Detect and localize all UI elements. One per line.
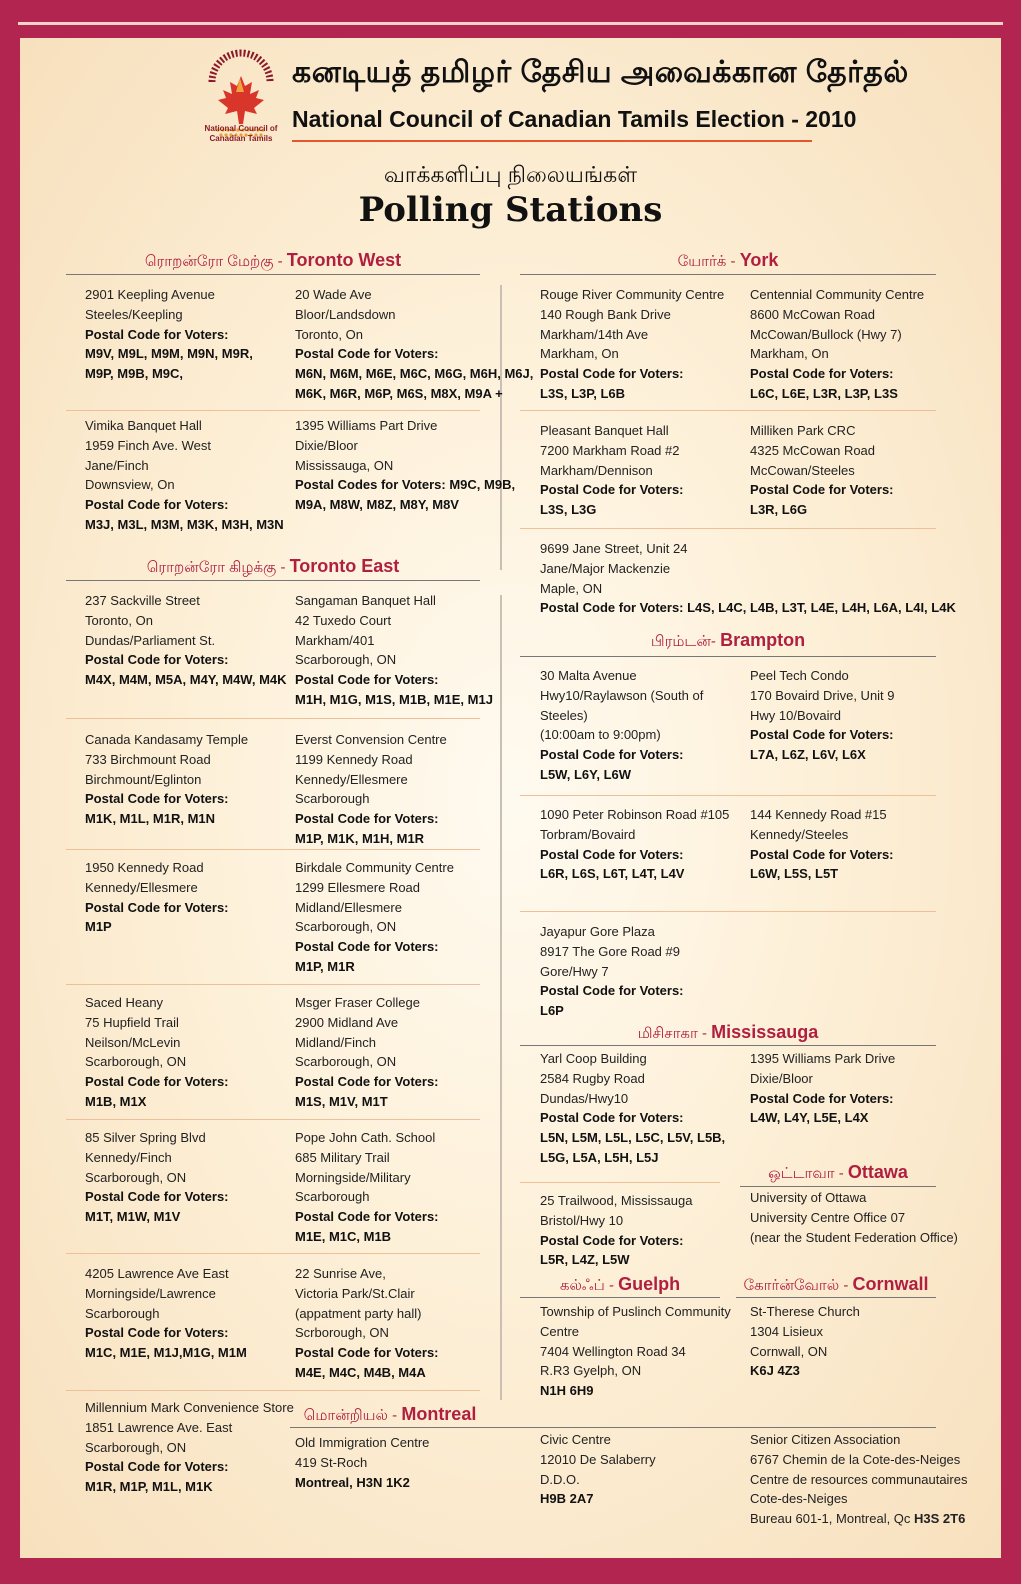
station-address-line: Hwy10/Raylawson (South of xyxy=(540,687,704,703)
station-address-line: Birkdale Community Centre xyxy=(295,860,454,875)
station-postal-codes: Postal Code for Voters: xyxy=(85,1074,229,1090)
station-address-line: Sangaman Banquet Hall xyxy=(295,593,436,608)
station-postal-codes: M1K, M1L, M1R, M1N xyxy=(85,811,216,827)
station-card xyxy=(85,416,284,535)
station-address-line: Everst Convension Centre xyxy=(295,732,447,747)
station-postal-codes: Postal Code for Voters: xyxy=(295,672,439,688)
station-address-line: Vimika Banquet Hall xyxy=(85,418,202,433)
station-postal-codes: Postal Code for Voters: xyxy=(750,482,894,498)
row-separator xyxy=(520,1182,720,1183)
station-postal-codes: Postal Code for Voters: xyxy=(85,1459,229,1475)
station-postal-codes: M1P, M1K, M1H, M1R xyxy=(295,830,425,846)
station-card xyxy=(750,805,894,884)
station-address-line: 1299 Ellesmere Road xyxy=(295,879,421,895)
station-address-line: Bloor/Landsdown xyxy=(295,306,396,322)
station-address-line: 144 Kennedy Road #15 xyxy=(750,807,887,822)
station-address-line: D.D.O. xyxy=(540,1471,580,1487)
station-postal-codes: M1P xyxy=(85,919,112,935)
section-heading-mississauga: மிசிசாகா - Mississauga xyxy=(637,1022,819,1042)
logo-caption: National Council of Canadian Tamils xyxy=(204,124,278,143)
station-address-line: 1304 Lisieux xyxy=(750,1323,823,1339)
row-separator xyxy=(66,1119,480,1120)
station-address-line: Kennedy/Ellesmere xyxy=(295,771,408,787)
station-card xyxy=(750,1049,895,1128)
station-card xyxy=(85,1128,229,1227)
polling-stations-tamil: வாக்களிப்பு நிலையங்கள் xyxy=(383,162,638,187)
station-address-line: Scarborough, ON xyxy=(85,1439,187,1455)
station-address-line: Toronto, On xyxy=(295,326,363,342)
station-postal-codes: Postal Code for Voters: xyxy=(85,497,229,513)
station-card xyxy=(540,1430,656,1509)
station-postal-codes: Postal Code for Voters: xyxy=(540,983,684,999)
station-address-line: Bristol/Hwy 10 xyxy=(540,1212,624,1228)
station-postal-codes: M9A, M8W, M8Z, M8Y, M8V xyxy=(295,497,459,513)
station-card xyxy=(540,1302,731,1401)
station-address-line: Scarborough xyxy=(85,1305,160,1321)
station-postal-codes: Postal Code for Voters: xyxy=(85,899,229,915)
station-address-line: 7404 Wellington Road 34 xyxy=(540,1343,686,1359)
station-address-line: Scarborough, ON xyxy=(295,652,397,668)
station-postal-codes: M9P, M9B, M9C, xyxy=(85,366,184,382)
station-postal-codes: L3R, L6G xyxy=(750,502,808,518)
section-heading-toronto-west: ரொறன்ரோ மேற்கு - Toronto West xyxy=(144,250,402,270)
station-address-line: Markham/Dennison xyxy=(540,462,653,478)
station-address-line: Scarborough xyxy=(295,791,370,807)
station-postal-codes: L4W, L4Y, L5E, L4X xyxy=(750,1110,869,1126)
station-address-line: Markham/14th Ave xyxy=(540,326,649,342)
station-postal-codes: Montreal, H3N 1K2 xyxy=(295,1474,410,1490)
station-address-line: 8600 McCowan Road xyxy=(750,306,876,322)
station-address-line: St-Therese Church xyxy=(750,1304,860,1319)
station-address-line: Scarborough xyxy=(295,1189,370,1205)
station-postal-codes: Postal Code for Voters: xyxy=(540,366,684,382)
station-address-line: Birchmount/Eglinton xyxy=(85,771,202,787)
column-divider xyxy=(500,595,502,1400)
station-address-line: Markham, On xyxy=(750,346,829,362)
station-address-line: Centennial Community Centre xyxy=(750,287,925,302)
station-postal-codes: Postal Code for Voters: xyxy=(750,366,894,382)
station-card xyxy=(540,1049,725,1168)
row-separator xyxy=(66,984,480,985)
section-rule xyxy=(520,1297,720,1298)
station-address-line: Pope John Cath. School xyxy=(295,1130,436,1145)
station-address-line: Scarborough, ON xyxy=(295,1054,397,1070)
english-title: National Council of Canadian Tamils Election - 2010 xyxy=(292,106,857,132)
station-address-line: Old Immigration Centre xyxy=(295,1435,430,1450)
top-accent-line xyxy=(18,22,1003,25)
row-separator xyxy=(66,849,480,850)
station-postal-codes: Postal Code for Voters: xyxy=(295,811,439,827)
station-card xyxy=(540,805,729,884)
station-card xyxy=(295,1128,439,1247)
station-address-line: Jane/Major Mackenzie xyxy=(540,560,671,576)
station-card xyxy=(540,1191,692,1270)
station-postal-codes: Postal Code for Voters: xyxy=(85,1189,229,1205)
station-postal-codes: Postal Code for Voters: L4S, L4C, L4B, L3T, L4E, L4H, L6A, L4I, L4K xyxy=(540,600,956,616)
station-postal-codes: L6W, L5S, L5T xyxy=(750,866,839,882)
station-address-line: Markham/401 xyxy=(295,632,375,648)
station-postal-codes: L3S, L3G xyxy=(540,502,597,518)
station-address-line: Jane/Finch xyxy=(85,457,149,473)
station-address-line: 1199 Kennedy Road xyxy=(295,751,413,767)
station-address-line: Scarborough, ON xyxy=(295,919,397,935)
station-address-line: 30 Malta Avenue xyxy=(540,668,637,683)
station-postal-codes: Postal Code for Voters: xyxy=(750,1090,894,1106)
station-address-line: Senior Citizen Association xyxy=(750,1432,901,1447)
station-address-line: Dundas/Parliament St. xyxy=(85,632,216,648)
station-card xyxy=(540,539,956,618)
station-address-line: 7200 Markham Road #2 xyxy=(540,442,680,458)
row-separator xyxy=(66,410,480,411)
station-address-line: University Centre Office 07 xyxy=(750,1209,906,1225)
station-address-line: 1395 Williams Park Drive xyxy=(750,1051,896,1066)
station-address-line: Neilson/McLevin xyxy=(85,1034,181,1050)
station-address-line: Scarborough, ON xyxy=(85,1169,187,1185)
station-postal-codes: Postal Code for Voters: xyxy=(295,1074,439,1090)
station-card xyxy=(295,591,493,710)
station-address-line: McCowan/Bullock (Hwy 7) xyxy=(750,326,902,342)
station-postal-codes: L5R, L4Z, L5W xyxy=(540,1252,630,1268)
station-card xyxy=(750,421,894,520)
station-address-line: 1851 Lawrence Ave. East xyxy=(85,1419,233,1435)
section-heading-toronto-east: ரொறன்ரோ கிழக்கு - Toronto East xyxy=(146,556,400,576)
station-postal-codes: M4X, M4M, M5A, M4Y, M4W, M4K xyxy=(85,672,287,688)
station-card xyxy=(750,285,924,404)
station-postal-codes: Postal Code for Voters: xyxy=(750,727,894,743)
station-postal-codes: M4E, M4C, M4B, M4A xyxy=(295,1364,426,1380)
station-postal-codes: N1H 6H9 xyxy=(540,1383,594,1399)
station-address-line: Torbram/Bovaird xyxy=(540,826,636,842)
station-address-line: R.R3 Gyelph, ON xyxy=(540,1363,642,1379)
station-postal-codes: Postal Code for Voters: xyxy=(295,1209,439,1225)
station-card xyxy=(85,285,253,384)
section-heading-york: யோர்க் - York xyxy=(677,250,779,270)
station-postal-codes: M1C, M1E, M1J,M1G, M1M xyxy=(85,1345,247,1361)
station-postal-codes: M6K, M6R, M6P, M6S, M8X, M9A + xyxy=(295,385,503,401)
station-card xyxy=(295,416,515,515)
station-postal-codes: Postal Code for Voters: xyxy=(295,939,439,955)
station-address-line: Scarborough, ON xyxy=(85,1054,187,1070)
station-card xyxy=(85,858,229,937)
row-separator xyxy=(66,718,480,719)
station-card xyxy=(295,993,439,1112)
station-address-line: 42 Tuxedo Court xyxy=(295,612,392,628)
polling-stations-title: Polling Stations xyxy=(358,190,663,230)
station-card xyxy=(295,285,533,404)
station-address-line: Steeles) xyxy=(540,707,588,723)
station-address-line: 9699 Jane Street, Unit 24 xyxy=(540,541,688,556)
station-postal-codes: L5N, L5M, L5L, L5C, L5V, L5B, xyxy=(540,1130,726,1146)
title-underline xyxy=(292,140,812,142)
station-postal-codes: Postal Code for Voters: xyxy=(85,652,229,668)
station-address-line: Kennedy/Steeles xyxy=(750,826,849,842)
station-address-line: Kennedy/Ellesmere xyxy=(85,879,198,895)
row-separator xyxy=(66,1390,480,1391)
station-address-line: 85 Silver Spring Blvd xyxy=(85,1130,206,1145)
section-rule xyxy=(520,274,936,275)
station-postal-codes: Postal Code for Voters: xyxy=(295,346,439,362)
station-address-line: Pleasant Banquet Hall xyxy=(540,423,669,438)
station-address-line: 6767 Chemin de la Cote-des-Neiges xyxy=(750,1451,961,1467)
station-postal-code: H3S 2T6 xyxy=(914,1511,966,1527)
station-postal-codes: M1P, M1R xyxy=(295,958,355,974)
row-separator xyxy=(520,528,936,529)
station-address-line: (appatment party hall) xyxy=(295,1305,422,1321)
station-postal-codes: M1B, M1X xyxy=(85,1093,147,1109)
station-address-line: 2584 Rugby Road xyxy=(540,1070,645,1086)
station-address-line: Midland/Ellesmere xyxy=(295,899,402,915)
station-address-line: Dixie/Bloor xyxy=(295,437,358,453)
row-separator xyxy=(520,410,936,411)
station-card xyxy=(85,591,287,690)
station-card xyxy=(295,858,454,977)
station-address-line: 75 Hupfield Trail xyxy=(85,1014,179,1030)
station-card xyxy=(540,922,684,1021)
station-address-line: Steeles/Keepling xyxy=(85,306,183,322)
section-heading-guelph: கல்ஃப் - Guelph xyxy=(559,1274,681,1294)
section-rule xyxy=(740,1186,936,1187)
station-card xyxy=(85,993,229,1112)
station-address-line: Gore/Hwy 7 xyxy=(540,963,609,979)
section-rule xyxy=(736,1297,936,1298)
station-card xyxy=(85,730,248,829)
station-postal-codes: Postal Code for Voters: xyxy=(540,482,684,498)
station-card xyxy=(85,1264,247,1363)
station-address-line: 685 Military Trail xyxy=(295,1149,390,1165)
station-postal-codes: Postal Code for Voters: xyxy=(750,846,894,862)
station-card xyxy=(295,730,447,849)
station-address-line: 2900 Midland Ave xyxy=(295,1014,399,1030)
station-postal-codes: L3S, L3P, L6B xyxy=(540,385,626,401)
row-separator xyxy=(520,795,936,796)
station-address-line: 1395 Williams Part Drive xyxy=(295,418,438,433)
station-postal-codes: M3J, M3L, M3M, M3K, M3H, M3N xyxy=(85,516,284,532)
station-card xyxy=(295,1264,439,1383)
station-address-line: 170 Bovaird Drive, Unit 9 xyxy=(750,687,895,703)
station-address-line: 8917 The Gore Road #9 xyxy=(540,943,680,959)
station-address-line: Dundas/Hwy10 xyxy=(540,1090,629,1106)
section-heading-ottawa: ஒட்டாவா - Ottawa xyxy=(768,1162,908,1182)
station-address-line: Morningside/Lawrence xyxy=(85,1285,216,1301)
station-postal-codes: H9B 2A7 xyxy=(540,1491,594,1507)
row-separator xyxy=(66,1253,480,1254)
station-postal-codes: M1R, M1P, M1L, M1K xyxy=(85,1479,213,1495)
station-postal-codes: M1H, M1G, M1S, M1B, M1E, M1J xyxy=(295,691,493,707)
station-postal-codes: Postal Code for Voters: xyxy=(85,791,229,807)
station-address-line: Dixie/Bloor xyxy=(750,1070,813,1086)
station-address-line: Milliken Park CRC xyxy=(750,423,856,438)
station-postal-codes: L5G, L5A, L5H, L5J xyxy=(540,1149,659,1165)
station-address-line: University of Ottawa xyxy=(750,1190,867,1205)
station-address-line: (near the Student Federation Office) xyxy=(750,1229,958,1245)
station-card xyxy=(750,666,895,765)
station-address-line: 12010 De Salaberry xyxy=(540,1451,656,1467)
tamil-title: கனடியத் தமிழர் தேசிய அவைக்கான தேர்தல் xyxy=(292,56,909,89)
station-address-line: Centre de resources communautaires xyxy=(750,1471,968,1487)
station-address-line: 4325 McCowan Road xyxy=(750,442,876,458)
station-address-line: 20 Wade Ave xyxy=(295,287,372,302)
station-address-line: Markham, On xyxy=(540,346,619,362)
station-card xyxy=(540,666,703,785)
station-card xyxy=(540,421,684,520)
station-postal-codes: K6J 4Z3 xyxy=(750,1363,800,1379)
station-address-line: Mississauga, ON xyxy=(295,457,394,473)
station-postal-codes: Postal Codes for Voters: M9C, M9B, xyxy=(295,477,516,493)
station-address-line: Scrborough, ON xyxy=(295,1325,389,1341)
station-address-line: Cornwall, ON xyxy=(750,1343,828,1359)
station-address-line: 25 Trailwood, Mississauga xyxy=(540,1193,693,1208)
station-card xyxy=(750,1188,958,1247)
station-card xyxy=(295,1433,429,1492)
section-rule xyxy=(290,1427,936,1428)
station-address-line: Victoria Park/St.Clair xyxy=(295,1285,415,1301)
station-postal-codes: M1E, M1C, M1B xyxy=(295,1228,392,1244)
station-address-line: 1959 Finch Ave. West xyxy=(85,437,211,453)
station-address-line: Yarl Coop Building xyxy=(540,1051,647,1066)
station-address-line: Canada Kandasamy Temple xyxy=(85,732,249,747)
station-address-line: Morningside/Military xyxy=(295,1169,411,1185)
section-rule xyxy=(520,656,936,657)
station-address-line: Centre xyxy=(540,1323,580,1339)
section-heading-montreal: மொன்றியல் - Montreal xyxy=(303,1404,477,1424)
station-address-line: Toronto, On xyxy=(85,612,153,628)
station-address-line: 140 Rough Bank Drive xyxy=(540,306,671,322)
station-postal-codes: M1S, M1V, M1T xyxy=(295,1093,388,1109)
station-address-line: Kennedy/Finch xyxy=(85,1149,172,1165)
station-address-line: Saced Heany xyxy=(85,995,164,1010)
station-postal-codes: M1T, M1W, M1V xyxy=(85,1209,181,1225)
station-address-line: 4205 Lawrence Ave East xyxy=(85,1266,229,1281)
station-card xyxy=(750,1302,860,1381)
station-postal-codes: Postal Code for Voters: xyxy=(85,1325,229,1341)
section-rule xyxy=(520,1045,936,1046)
section-rule xyxy=(66,580,480,581)
station-address-line: Downsview, On xyxy=(85,477,175,493)
station-postal-codes: L6P xyxy=(540,1003,564,1019)
station-address-line: 1090 Peter Robinson Road #105 xyxy=(540,807,730,822)
station-address-line: McCowan/Steeles xyxy=(750,462,855,478)
station-address-line: Msger Fraser College xyxy=(295,995,420,1010)
station-address-line: (10:00am to 9:00pm) xyxy=(540,727,661,743)
station-postal-codes: L6R, L6S, L6T, L4T, L4V xyxy=(540,866,685,882)
station-postal-codes: L5W, L6Y, L6W xyxy=(540,766,632,782)
station-address-line: Peel Tech Condo xyxy=(750,668,849,683)
row-separator xyxy=(520,911,936,912)
station-address-line: 733 Birchmount Road xyxy=(85,751,211,767)
station-address-line: Jayapur Gore Plaza xyxy=(540,924,655,939)
station-address-line: Millennium Mark Convenience Store xyxy=(85,1400,294,1415)
station-address-line: Bureau 601-1, Montreal, Qc H3S 2T6 xyxy=(750,1511,966,1527)
station-address-line: Township of Puslinch Community xyxy=(540,1304,731,1319)
station-postal-codes: M6N, M6M, M6E, M6C, M6G, M6H, M6J, xyxy=(295,366,534,382)
station-postal-codes: L6C, L6E, L3R, L3P, L3S xyxy=(750,385,898,401)
station-postal-codes: Postal Code for Voters: xyxy=(540,747,684,763)
station-postal-codes: Postal Code for Voters: xyxy=(540,1232,684,1248)
station-address-line: Rouge River Community Centre xyxy=(540,287,725,302)
station-postal-codes: Postal Code for Voters: xyxy=(85,326,229,342)
section-heading-cornwall: கோர்ன்வோல் - Cornwall xyxy=(743,1274,929,1294)
station-postal-codes: L7A, L6Z, L6V, L6X xyxy=(750,747,866,763)
station-address-line: 22 Sunrise Ave, xyxy=(295,1266,386,1281)
station-address-line: Midland/Finch xyxy=(295,1034,376,1050)
station-postal-codes: Postal Code for Voters: xyxy=(540,846,684,862)
station-card xyxy=(750,1430,968,1529)
station-postal-codes: Postal Code for Voters: xyxy=(540,1110,684,1126)
section-heading-brampton: பிரம்டன்- Brampton xyxy=(650,630,806,650)
station-address-line: Maple, ON xyxy=(540,580,603,596)
station-address-line: Cote-des-Neiges xyxy=(750,1491,848,1507)
station-card xyxy=(85,1398,294,1497)
station-address-line: 419 St-Roch xyxy=(295,1454,368,1470)
station-postal-codes: Postal Code for Voters: xyxy=(295,1345,439,1361)
section-rule xyxy=(66,274,480,275)
station-address-line: Hwy 10/Bovaird xyxy=(750,707,842,723)
station-address-line: Civic Centre xyxy=(540,1432,611,1447)
station-postal-codes: M9V, M9L, M9M, M9N, M9R, xyxy=(85,346,253,362)
station-card xyxy=(540,285,724,404)
station-address-line: 237 Sackville Street xyxy=(85,593,200,608)
station-address-line: 1950 Kennedy Road xyxy=(85,860,204,875)
station-address-line: 2901 Keepling Avenue xyxy=(85,287,215,302)
